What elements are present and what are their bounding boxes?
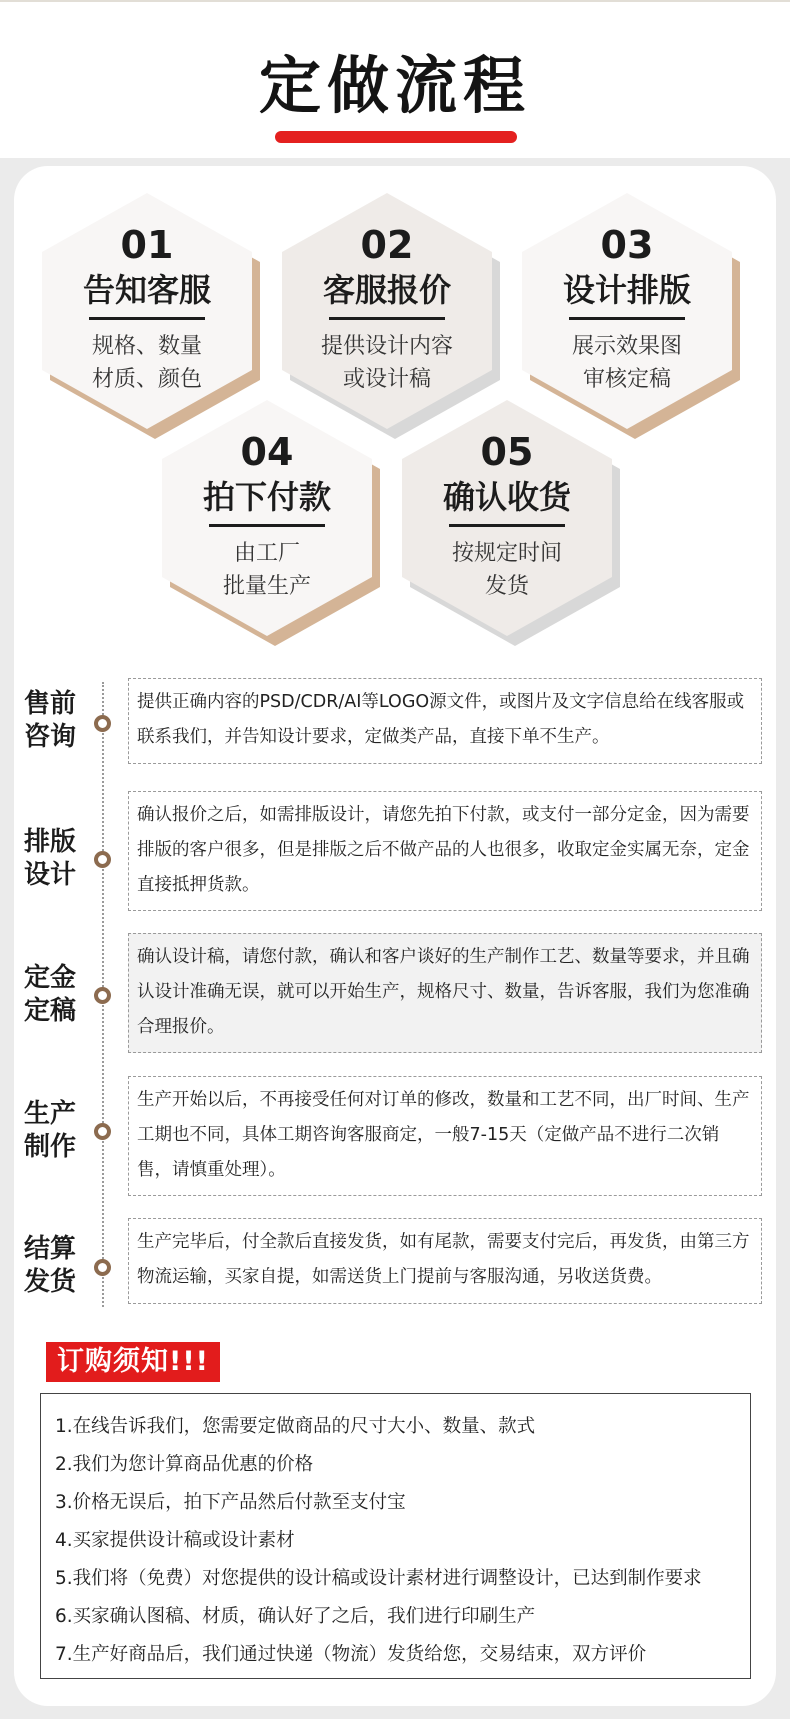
step-desc-line2: 材质、颜色 [91, 367, 202, 392]
timeline-dot [94, 851, 111, 868]
timeline-label-line2: 设计 [24, 860, 77, 890]
step-desc-line2: 批量生产 [222, 574, 311, 599]
timeline-dot [94, 715, 111, 732]
step-desc-line2: 审核定稿 [582, 367, 671, 392]
timeline-label-5 [24, 1233, 82, 1299]
notice-item: 3.价格无误后，拍下产品然后付款至支付宝 [55, 1492, 406, 1513]
step-divider [329, 317, 445, 320]
step-number: 02 [360, 223, 414, 267]
step-desc-line1: 规格、数量 [91, 334, 202, 359]
step-divider [209, 524, 325, 527]
step-desc-line2: 或设计稿 [342, 367, 431, 392]
timeline-box-3: 确认设计稿，请您付款，确认和客户谈好的生产制作工艺、数量等要求，并且确认设计准确无误，就可以开始生产，规格尺寸、数量，告诉客服，我们为您准确合理报价。 [128, 933, 762, 1053]
step-title: 设计排版 [562, 271, 691, 309]
timeline-label-4 [24, 1098, 82, 1164]
timeline-label-2 [24, 826, 82, 892]
timeline-box-1: 提供正确内容的PSD/CDR/AI等LOGO源文件，或图片及文字信息给在线客服或联系我们，并告知设计要求，定做类产品，直接下单不生产。 [128, 678, 762, 764]
timeline-label-1 [24, 688, 82, 754]
step-desc-line1: 提供设计内容 [320, 334, 453, 359]
step-divider [569, 317, 685, 320]
notice-item: 1.在线告诉我们，您需要定做商品的尺寸大小、数量、款式 [55, 1416, 536, 1437]
step-number: 03 [600, 223, 654, 267]
step-number: 04 [240, 430, 294, 474]
step-title: 告知客服 [82, 271, 211, 309]
timeline-dot [94, 1259, 111, 1276]
notice-item: 7.生产好商品后，我们通过快递（物流）发货给您，交易结束，双方评价 [55, 1644, 647, 1665]
timeline-label-line1: 售前 [24, 689, 77, 719]
step-card-4 [162, 400, 392, 648]
timeline-label-line2: 制作 [24, 1132, 77, 1162]
timeline-label-line1: 定金 [24, 963, 77, 993]
notice-box [40, 1393, 751, 1679]
step-divider [449, 524, 565, 527]
step-title: 确认收货 [442, 478, 571, 516]
timeline-dot [94, 987, 111, 1004]
step-divider [89, 317, 205, 320]
notice-item: 4.买家提供设计稿或设计素材 [55, 1530, 295, 1551]
timeline-box-5: 生产完毕后，付全款后直接发货，如有尾款，需要支付完后，再发货，由第三方物流运输，买家自提，如需送货上门提前与客服沟通，另收送货费。 [128, 1218, 762, 1304]
notice-tag: 订购须知!!! [46, 1342, 220, 1382]
timeline-box-2: 确认报价之后，如需排版设计，请您先拍下付款，或支付一部分定金，因为需要排版的客户很多，但是排版之后不做产品的人也很多，收取定金实属无奈，定金直接抵押货款。 [128, 791, 762, 911]
timeline-label-line2: 发货 [24, 1267, 77, 1297]
step-number: 01 [120, 223, 174, 267]
step-title: 客服报价 [322, 271, 451, 309]
timeline-label-line1: 结算 [24, 1234, 77, 1264]
step-desc-line2: 发货 [484, 574, 529, 599]
step-desc-line1: 由工厂 [233, 541, 300, 566]
step-number: 05 [480, 430, 534, 474]
timeline-label-line2: 咨询 [24, 722, 77, 752]
page-title: 定做流程 [258, 49, 531, 122]
step-desc-line1: 按规定时间 [451, 541, 562, 566]
step-card-5 [402, 400, 632, 648]
notice-item: 6.买家确认图稿、材质，确认好了之后，我们进行印刷生产 [55, 1606, 536, 1627]
title-underline [275, 131, 517, 143]
notice-item: 2.我们为您计算商品优惠的价格 [55, 1454, 314, 1475]
notice-item: 5.我们将（免费）对您提供的设计稿或设计素材进行调整设计，已达到制作要求 [55, 1568, 702, 1589]
timeline-label-3 [24, 962, 82, 1028]
step-desc-line1: 展示效果图 [571, 334, 682, 359]
timeline-dot [94, 1123, 111, 1140]
timeline-label-line2: 定稿 [24, 996, 77, 1026]
timeline-box-4: 生产开始以后，不再接受任何对订单的修改，数量和工艺不同，出厂时间、生产工期也不同，具体工期咨询客服商定，一般7-15天（定做产品不进行二次销售，请慎重处理）。 [128, 1076, 762, 1196]
timeline-label-line1: 排版 [24, 827, 77, 857]
step-title: 拍下付款 [202, 478, 331, 516]
timeline-label-line1: 生产 [24, 1099, 77, 1129]
